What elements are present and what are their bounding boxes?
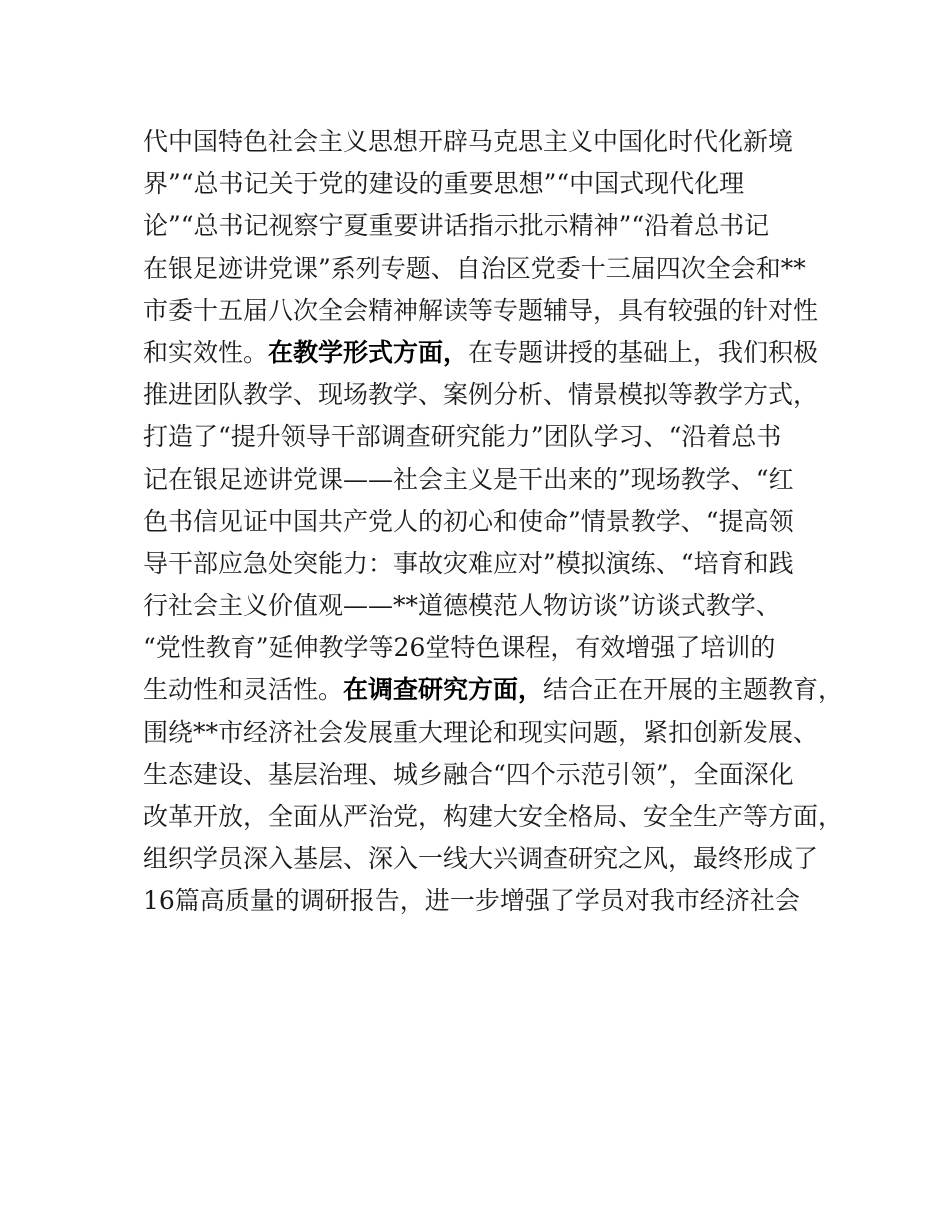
text-line [143,838,833,880]
text-line [143,627,833,669]
text-run: 界”“总书记关于党的建设的重要思想”“中国式现代化理 [143,169,745,199]
text-run: 和实效性。 [143,337,269,367]
text-run: 记在银足迹讲党课——社会主义是干出来的”现场教学、“红 [143,464,794,494]
text-line [143,332,833,374]
text-run: 组织学员深入基层、深入一线大兴调查研究之风，最终形成了 [143,844,819,874]
text-run: 行社会主义价值观——**道德模范人物访谈”访谈式教学、 [143,591,781,621]
text-line [143,543,833,585]
text-line [143,585,833,627]
text-run: 结合正在开展的主题教育， [543,675,844,705]
text-line [143,459,833,501]
section-heading-research: 在调查研究方面， [343,675,544,705]
text-line [143,205,833,247]
text-line [143,121,833,163]
text-run: 导干部应急处突能力：事故灾难应对”模拟演练、“培育和践 [143,548,794,578]
text-line [143,416,833,458]
text-run: 在银足迹讲党课”系列专题、自治区党委十三届四次全会和** [143,253,806,283]
text-run: 打造了“提升领导干部调查研究能力”团队学习、“沿着总书 [143,422,782,452]
text-run: 代中国特色社会主义思想开辟马克思主义中国化时代化新境 [143,127,794,156]
text-run: 在专题讲授的基础上，我们积极 [468,337,819,367]
text-line [143,880,833,922]
text-line [143,290,833,332]
text-run: 16篇高质量的调研报告，进一步增强了学员对我市经济社会 [143,886,800,916]
text-line [143,501,833,543]
text-line [143,712,833,754]
text-run: 论”“总书记视察宁夏重要讲话指示批示精神”“沿着总书记 [143,211,770,241]
text-run: 生态建设、基层治理、城乡融合“四个示范引领”，全面深化 [143,759,794,789]
text-line [143,754,833,796]
text-line [143,163,833,205]
text-run: 市委十五届八次全会精神解读等专题辅导，具有较强的针对性 [143,295,819,325]
text-run: 围绕**市经济社会发展重大理论和现实问题，紧扣创新发展、 [143,717,819,747]
text-run: 色书信见证中国共产党人的初心和使命”情景教学、“提高领 [143,506,794,536]
text-line [143,796,844,838]
text-line [143,669,844,711]
text-line [143,374,833,416]
text-run: 改革开放，全面从严治党，构建大安全格局、安全生产等方面， [143,802,844,831]
text-run: “党性教育”延伸教学等26堂特色课程，有效增强了培训的 [143,633,776,663]
text-run: 生动性和灵活性。 [143,675,344,705]
text-line [143,248,833,290]
section-heading-teaching-form: 在教学形式方面， [268,337,469,367]
body-text [143,121,844,923]
text-run: 推进团队教学、现场教学、案例分析、情景模拟等教学方式， [143,380,819,410]
